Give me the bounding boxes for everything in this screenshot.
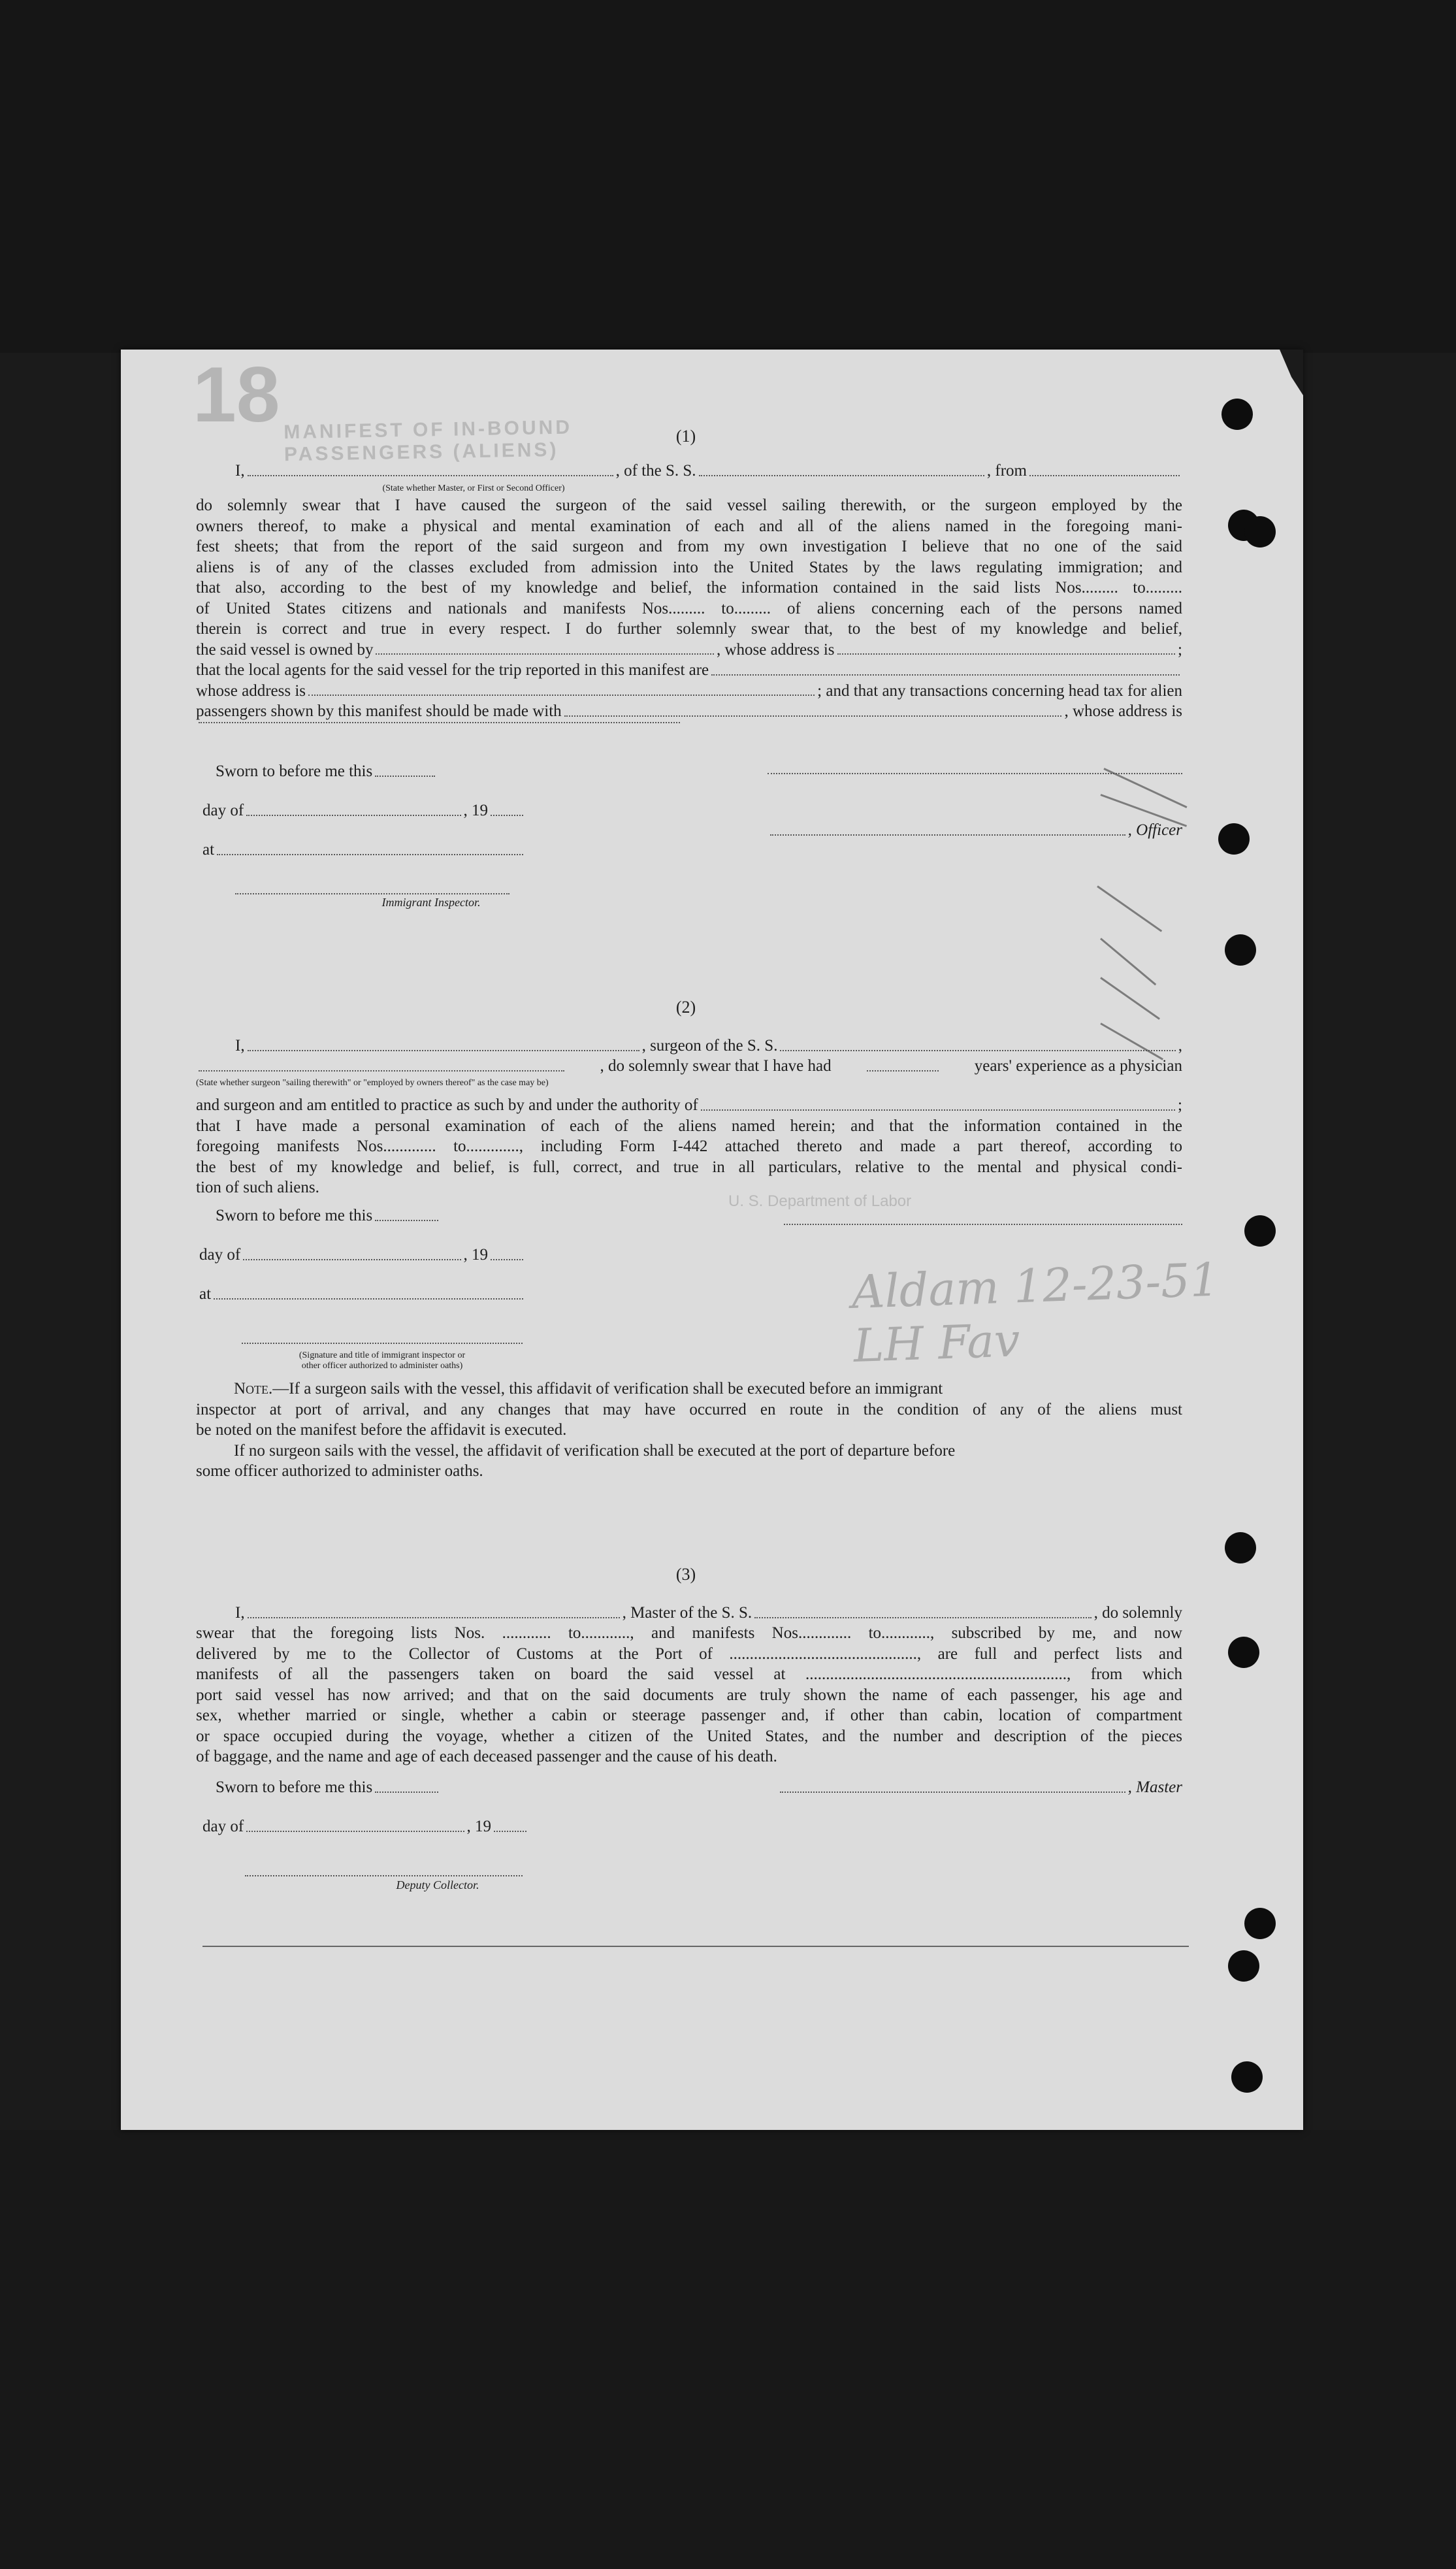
blank-agents bbox=[711, 660, 1180, 676]
blank-owner bbox=[376, 640, 714, 655]
agents-label: that the local agents for the said vessel for the trip reported in this manifest are bbox=[196, 661, 709, 679]
blank-master-name bbox=[248, 1603, 620, 1618]
body-line: owners thereof, to make a physical and mental examination of each and all of the aliens named in the foregoing mani- bbox=[196, 517, 1182, 535]
at-2 bbox=[199, 1284, 526, 1305]
blank-authority bbox=[701, 1095, 1175, 1111]
section-2-note bbox=[196, 1379, 1182, 1482]
day-3 bbox=[202, 1816, 529, 1837]
bleed-through-text: U. S. Department of Labor bbox=[728, 1192, 912, 1210]
passengers-text: passengers shown by this manifest should be made with bbox=[196, 702, 562, 720]
body-line: of United States citizens and nationals and manifests Nos......... to......... of aliens concerning each of the persons named bbox=[196, 599, 1182, 617]
authority-text: and surgeon and am entitled to practice as such by and under the authority of bbox=[196, 1096, 698, 1114]
body-line: delivered by me to the Collector of Customs at the Port of .............................................., are full and perfect lists and bbox=[196, 1644, 1182, 1663]
sworn-label: Sworn to before me this bbox=[216, 1207, 373, 1224]
body-line: that I have made a personal examination of each of the aliens named herein; and that the information contained in the bbox=[196, 1117, 1182, 1135]
day-1 bbox=[202, 800, 526, 821]
blank-sworn-date bbox=[375, 761, 435, 777]
inspector-caption: Immigrant Inspector. bbox=[381, 896, 481, 909]
punch-hole bbox=[1244, 1215, 1276, 1247]
punch-hole bbox=[1228, 1950, 1259, 1982]
pencil-mark bbox=[1100, 977, 1160, 1020]
from-label: , from bbox=[986, 462, 1027, 480]
blank-year bbox=[494, 1816, 526, 1832]
body-line: swear that the foregoing lists Nos. ............ to............, and manifests Nos............. to............, subscribed by me, and now bbox=[196, 1624, 1182, 1642]
handwritten-note: Aldam 12-23-51 LH Fav bbox=[850, 1252, 1220, 1373]
sworn-label: Sworn to before me this bbox=[216, 762, 373, 780]
at-label: at bbox=[199, 1285, 212, 1303]
blank-day bbox=[246, 800, 461, 816]
sworn-label: Sworn to before me this bbox=[216, 1778, 373, 1796]
master-label: , Master bbox=[1127, 1778, 1182, 1796]
body-line: manifests of all the passengers taken on board the said vessel at ................................................................, from which bbox=[196, 1665, 1182, 1683]
body-line: aliens is of any of the classes excluded from admission into the United States by the laws regulating immigration; and bbox=[196, 558, 1182, 576]
oath-officer-signature-line bbox=[242, 1343, 523, 1344]
body-line: fest sheets; that from the report of the said surgeon and from my own investigation I believe that no one of the said bbox=[196, 538, 1182, 555]
solemnly-text: , do solemnly bbox=[1093, 1604, 1182, 1622]
bleed-through-title: MANIFEST OF IN-BOUND PASSENGERS (ALIENS) bbox=[283, 416, 573, 466]
section-1-line-1 bbox=[235, 461, 1182, 482]
note2-line: If no surgeon sails with the vessel, the affidavit of verification shall be executed at the port of departure before bbox=[234, 1441, 956, 1460]
section-3-line-1 bbox=[235, 1603, 1182, 1624]
blank-master-signature bbox=[780, 1777, 1125, 1793]
punch-hole bbox=[1225, 934, 1256, 966]
owner-address-label: , whose address is bbox=[717, 640, 835, 659]
stamp-number: 18 bbox=[193, 351, 280, 438]
officer-line bbox=[768, 820, 1182, 841]
note-line: inspector at port of arrival, and any changes that may have occurred en route in the condition of any of the aliens must bbox=[196, 1400, 1182, 1418]
blank-vessel bbox=[754, 1603, 1091, 1618]
sworn-3 bbox=[216, 1777, 441, 1798]
note2-last-line: some officer authorized to administer oaths. bbox=[196, 1462, 483, 1480]
blank-from bbox=[1029, 461, 1180, 476]
torn-corner bbox=[1264, 350, 1303, 395]
blank-surgeon-name bbox=[248, 1036, 639, 1051]
day-label: day of bbox=[202, 1818, 244, 1835]
note-last-line: be noted on the manifest before the affidavit is executed. bbox=[196, 1421, 567, 1439]
section-3-number: (3) bbox=[675, 1565, 696, 1584]
officer-label: , Officer bbox=[1127, 821, 1182, 839]
pronoun: I, bbox=[235, 462, 245, 480]
sworn-1 bbox=[216, 761, 438, 782]
head-tax-text: ; and that any transactions concerning head tax for alien bbox=[817, 681, 1182, 700]
deputy-signature-line bbox=[245, 1875, 523, 1876]
officer-instruction: (State whether Master, or First or Second Officer) bbox=[382, 483, 565, 493]
pencil-mark bbox=[1097, 885, 1162, 932]
year-prefix: , 19 bbox=[463, 1246, 488, 1264]
blank-sworn-date bbox=[375, 1777, 438, 1793]
blank-agent-address bbox=[308, 681, 815, 696]
body-line: that also, according to the best of my knowledge and belief, the information contained in the said lists Nos......... to......... bbox=[196, 579, 1182, 597]
sworn-2 bbox=[216, 1205, 441, 1226]
scan-background-bottom bbox=[0, 2130, 1456, 2569]
blank-head-tax bbox=[564, 701, 1062, 717]
blank-day bbox=[246, 1816, 464, 1832]
body-line: port said vessel has now arrived; and that on the said documents are truly shown the name of each passenger, his age and bbox=[196, 1686, 1182, 1704]
punch-hole bbox=[1228, 1637, 1259, 1668]
oath-officer-caption-2: other officer authorized to administer oaths) bbox=[301, 1361, 463, 1371]
whose-address-label: whose address is bbox=[196, 681, 306, 700]
comma: , bbox=[1178, 1037, 1182, 1055]
day-label: day of bbox=[199, 1246, 241, 1264]
body-line: foregoing manifests Nos............. to............., including Form I-442 attached thereto and made a part thereof, according to bbox=[196, 1137, 1182, 1155]
oath-officer-caption-1: (Signature and title of immigrant inspector or bbox=[299, 1350, 466, 1360]
section-3-body bbox=[196, 1623, 1182, 1767]
body-line: or space occupied during the voyage, whether a citizen of the United States, and the number and description of the pieces bbox=[196, 1727, 1182, 1745]
section-1-number: (1) bbox=[675, 427, 696, 446]
punch-hole bbox=[1221, 399, 1253, 430]
section-1-body bbox=[196, 495, 1182, 728]
punch-hole bbox=[1244, 516, 1276, 548]
pronoun: I, bbox=[235, 1037, 245, 1055]
blank-year bbox=[491, 800, 523, 816]
blank-officer-signature bbox=[770, 820, 1125, 836]
surgeon-of-ss: , surgeon of the S. S. bbox=[641, 1037, 778, 1055]
body-last-line: of baggage, and the name and age of each deceased passenger and the cause of his death. bbox=[196, 1748, 777, 1765]
physician-text: years' experience as a physician bbox=[974, 1057, 1182, 1075]
at-label: at bbox=[202, 841, 215, 859]
blank-head-tax-address bbox=[199, 722, 680, 723]
master-of-ss: , Master of the S. S. bbox=[622, 1604, 752, 1622]
experience-text: , do solemnly swear that I have had bbox=[600, 1057, 832, 1075]
year-prefix: , 19 bbox=[463, 802, 488, 819]
section-2-number: (2) bbox=[675, 998, 696, 1017]
of-the-ss: , of the S. S. bbox=[615, 462, 696, 480]
blank-year bbox=[491, 1245, 523, 1260]
body-line: do solemnly swear that I have caused the surgeon of the said vessel sailing therewith, or the surgeon employed by the bbox=[196, 497, 1182, 514]
head-tax-address-label: , whose address is bbox=[1064, 702, 1182, 720]
blank-surgeon-status bbox=[199, 1056, 564, 1072]
blank-place bbox=[214, 1284, 523, 1300]
deputy-caption: Deputy Collector. bbox=[396, 1878, 479, 1891]
section-2-line-2 bbox=[196, 1056, 1182, 1077]
pencil-mark bbox=[1100, 938, 1156, 985]
punch-hole bbox=[1244, 1908, 1276, 1939]
punch-hole bbox=[1218, 823, 1250, 855]
surgeon-instruction: (State whether surgeon "sailing therewith" or "employed by owners thereof" as the case may be) bbox=[196, 1078, 549, 1088]
surgeon-signature-line bbox=[784, 1224, 1182, 1225]
section-2-body bbox=[196, 1095, 1182, 1198]
punch-hole bbox=[1225, 1532, 1256, 1563]
semicolon: ; bbox=[1178, 1096, 1182, 1114]
body-last-line: tion of such aliens. bbox=[196, 1179, 319, 1196]
officer-signature-line-1 bbox=[768, 773, 1182, 774]
blank-day bbox=[243, 1245, 461, 1260]
manifest-page bbox=[121, 350, 1303, 2130]
blank-sworn-date bbox=[375, 1205, 438, 1221]
semicolon: ; bbox=[1178, 640, 1182, 659]
day-label: day of bbox=[202, 802, 244, 819]
blank-vessel bbox=[780, 1036, 1175, 1051]
inspector-signature-line bbox=[235, 893, 510, 894]
note-line: —If a surgeon sails with the vessel, this affidavit of verification shall be executed before an immigrant bbox=[272, 1380, 943, 1398]
blank-vessel bbox=[699, 461, 984, 476]
section-2-line-1 bbox=[235, 1036, 1182, 1056]
body-line: sex, whether married or single, whether a cabin or steerage passenger and, if other than cabin, location of compartment bbox=[196, 1707, 1182, 1724]
blank-years bbox=[867, 1056, 939, 1072]
punch-hole bbox=[1231, 2061, 1263, 2093]
pronoun: I, bbox=[235, 1604, 245, 1622]
blank-owner-address bbox=[837, 640, 1176, 655]
at-1 bbox=[202, 840, 526, 860]
body-line: therein is correct and true in every respect. I do further solemnly swear that, to the best of my knowledge and belief, bbox=[196, 620, 1182, 638]
owned-label: the said vessel is owned by bbox=[196, 640, 374, 659]
year-prefix: , 19 bbox=[466, 1818, 491, 1835]
bottom-rule bbox=[202, 1946, 1189, 1947]
blank-place bbox=[217, 840, 523, 855]
master-line bbox=[777, 1777, 1182, 1798]
scan-background-top bbox=[0, 0, 1456, 353]
note-label: Note. bbox=[234, 1380, 273, 1398]
day-2 bbox=[199, 1245, 526, 1266]
blank-officer-name bbox=[248, 461, 613, 476]
body-line: the best of my knowledge and belief, is full, correct, and true in all particulars, relative to the mental and physical condi- bbox=[196, 1158, 1182, 1176]
